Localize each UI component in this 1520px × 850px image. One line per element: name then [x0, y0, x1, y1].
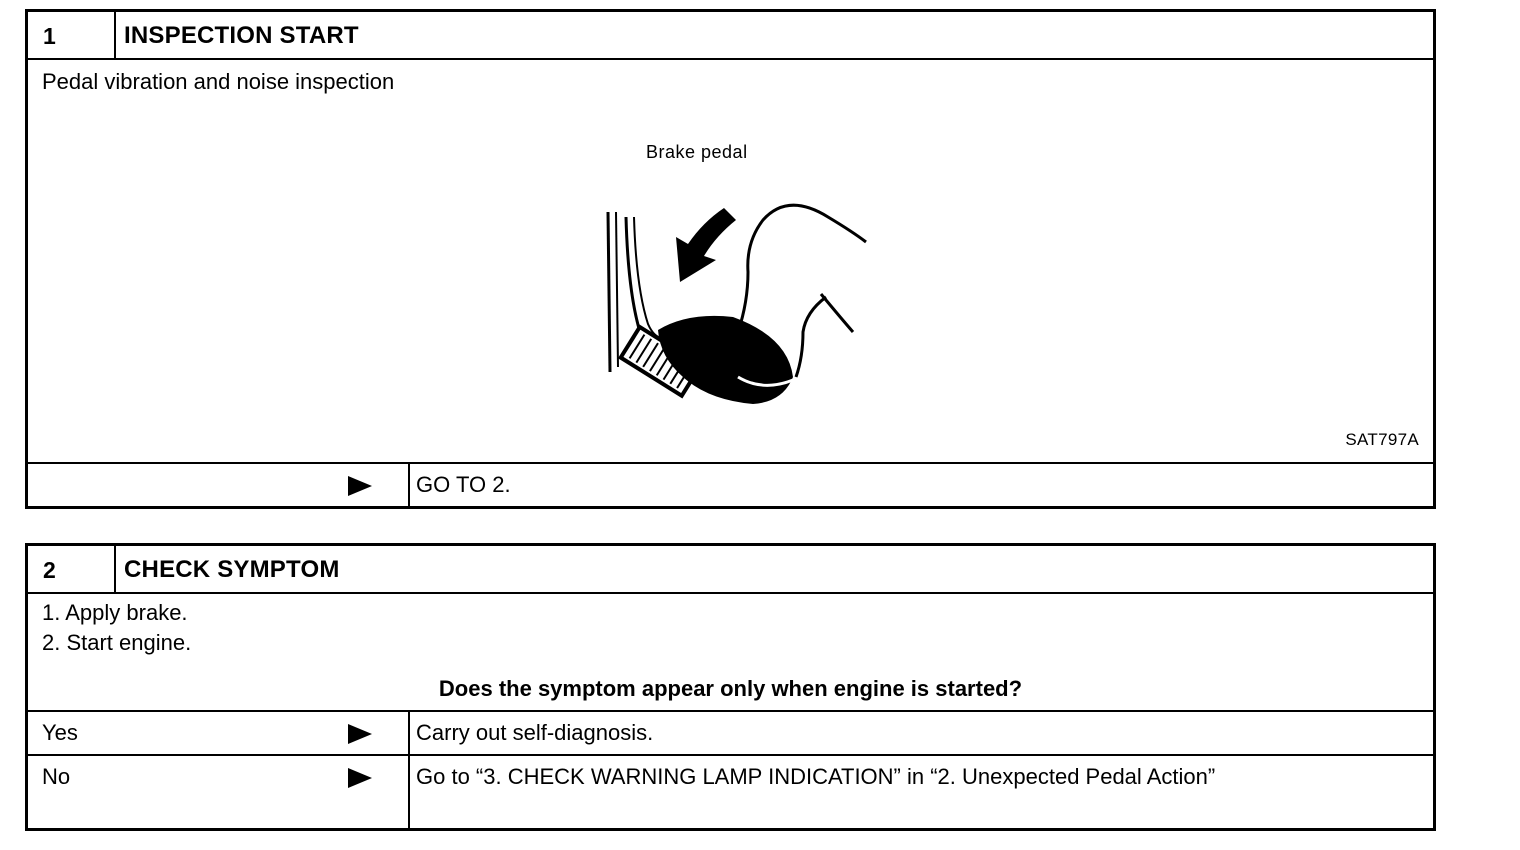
step-2-header [28, 546, 1433, 594]
step-2-instruction-2: 2. Start engine. [42, 630, 192, 655]
figure-label: Brake pedal [646, 142, 748, 162]
step-1-header [28, 12, 1433, 60]
arrow-right-icon [348, 724, 372, 744]
step-1-box [25, 9, 1436, 509]
figure-code: SAT797A [1345, 430, 1419, 449]
step-1-result-row [28, 462, 1433, 506]
step-2-yes-answer: Yes [42, 720, 78, 745]
step-2-number: 2 [28, 546, 116, 592]
step-2-result-row-yes [28, 710, 1433, 754]
step-2-no-answer-cell [28, 756, 410, 828]
step-1-number: 1 [28, 12, 116, 58]
arrow-right-icon [348, 768, 372, 788]
step-2-no-answer: No [42, 764, 71, 789]
step-2-instruction-1: 1. Apply brake. [42, 600, 188, 625]
step-2-box [25, 543, 1436, 831]
step-2-title: CHECK SYMPTOM [124, 556, 340, 583]
brake-pedal-foot-icon [588, 132, 888, 432]
step-1-result-answer-cell [28, 464, 410, 506]
arrow-right-icon [348, 476, 372, 496]
step-2-yes-action: Carry out self-diagnosis. [416, 720, 654, 745]
step-1-title: INSPECTION START [124, 22, 359, 49]
step-1-description: Pedal vibration and noise inspection [42, 69, 395, 94]
step-2-yes-answer-cell [28, 712, 410, 754]
step-2-question: Does the symptom appear only when engine is started? [438, 676, 1023, 701]
step-1-result-action: GO TO 2. [416, 472, 511, 497]
step-2-no-action: Go to “3. CHECK WARNING LAMP INDICATION” in “2. Unexpected Pedal Action” [416, 764, 1216, 789]
step-2-result-row-no [28, 754, 1433, 828]
